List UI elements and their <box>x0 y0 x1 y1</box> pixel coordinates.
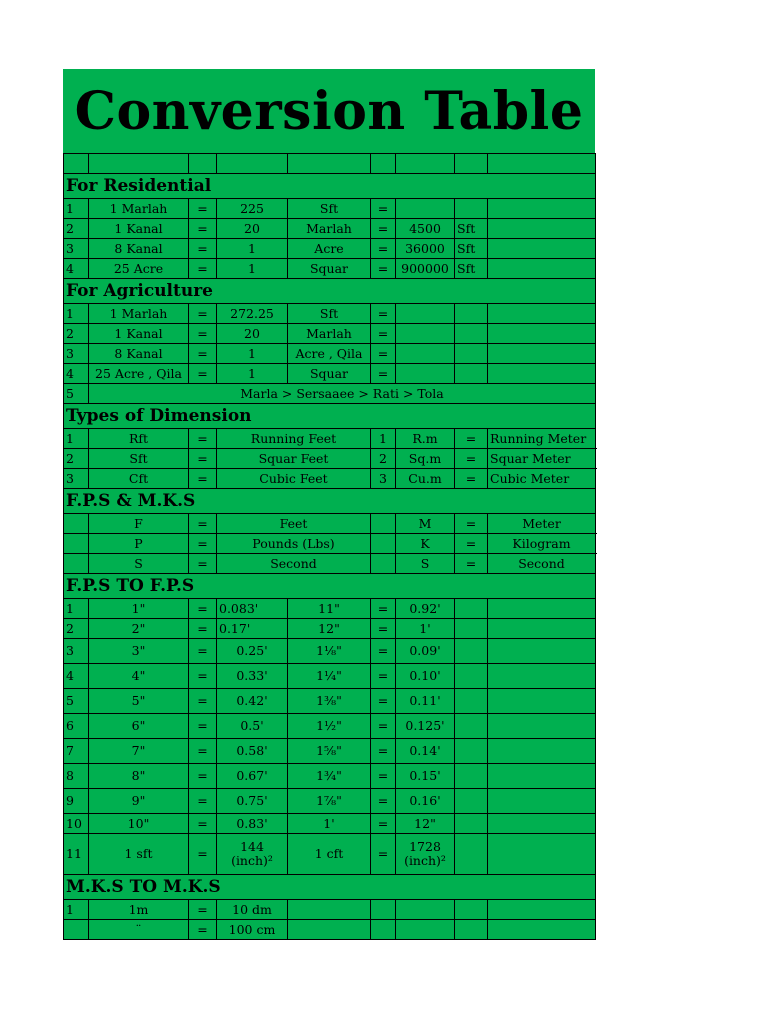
table-row <box>64 199 596 219</box>
table-cell: 20 <box>217 324 288 344</box>
conversion-sheet <box>63 69 595 940</box>
table-cell: 25 Acre , Qila <box>89 364 189 384</box>
table-row <box>64 429 596 449</box>
table-cell: 1 <box>217 239 288 259</box>
table-cell: 7" <box>89 739 189 764</box>
table-cell: Second <box>488 554 596 574</box>
table-cell: 4500 <box>396 219 455 239</box>
table-cell <box>455 739 488 764</box>
table-cell: 7 <box>64 739 89 764</box>
table-cell: Squar <box>288 364 371 384</box>
table-cell: 272.25 <box>217 304 288 324</box>
table-cell <box>288 920 371 940</box>
table-cell: 1 <box>371 429 396 449</box>
table-row <box>64 324 596 344</box>
table-cell: 0.083' <box>217 599 288 619</box>
table-cell: 3 <box>64 239 89 259</box>
table-cell: 6 <box>64 714 89 739</box>
row-number: 5 <box>64 384 89 404</box>
section-heading: F.P.S TO F.P.S <box>64 574 596 599</box>
table-cell <box>396 364 455 384</box>
table-cell: 1⅝" <box>288 739 371 764</box>
table-cell: 1 cft <box>288 834 371 875</box>
table-cell <box>488 304 596 324</box>
table-cell: = <box>371 764 396 789</box>
table-row <box>64 239 596 259</box>
table-cell: 1 <box>64 599 89 619</box>
table-cell: R.m <box>396 429 455 449</box>
table-cell <box>455 639 488 664</box>
table-cell: = <box>189 514 217 534</box>
table-cell: 1' <box>396 619 455 639</box>
table-cell: = <box>455 469 488 489</box>
title-box <box>63 69 595 153</box>
table-cell: 0.11' <box>396 689 455 714</box>
table-cell <box>396 900 455 920</box>
table-cell: 1728 (inch)² <box>396 834 455 875</box>
table-cell: 0.67' <box>217 764 288 789</box>
table-cell <box>455 814 488 834</box>
table-cell: 1 <box>64 900 89 920</box>
table-cell <box>371 920 396 940</box>
table-cell <box>488 599 596 619</box>
table-cell: Sft <box>288 199 371 219</box>
table-cell: = <box>189 199 217 219</box>
table-cell: 0.10' <box>396 664 455 689</box>
table-cell: = <box>189 469 217 489</box>
table-cell: = <box>189 619 217 639</box>
table-cell: 2 <box>64 219 89 239</box>
table-cell: 3 <box>371 469 396 489</box>
conversion-table <box>63 153 596 940</box>
table-cell <box>455 324 488 344</box>
empty-cell <box>455 154 488 174</box>
table-cell: = <box>371 639 396 664</box>
table-cell: = <box>371 259 396 279</box>
table-cell <box>396 199 455 219</box>
table-cell <box>488 199 596 219</box>
table-cell: = <box>189 324 217 344</box>
note-text: Marla > Sersaaee > Rati > Tola <box>89 384 596 404</box>
table-cell: 3 <box>64 639 89 664</box>
table-row <box>64 639 596 664</box>
table-cell: = <box>455 514 488 534</box>
section-heading-row <box>64 279 596 304</box>
table-cell: P <box>89 534 189 554</box>
table-cell <box>455 364 488 384</box>
table-cell: 1 Marlah <box>89 304 189 324</box>
table-cell: 2" <box>89 619 189 639</box>
table-cell <box>371 900 396 920</box>
table-cell: 1 sft <box>89 834 189 875</box>
table-cell: 0.5' <box>217 714 288 739</box>
table-cell: 0.09' <box>396 639 455 664</box>
table-cell: = <box>455 429 488 449</box>
table-cell <box>371 554 396 574</box>
table-cell <box>455 619 488 639</box>
table-cell <box>455 789 488 814</box>
table-cell: 2 <box>64 449 89 469</box>
table-row <box>64 764 596 789</box>
table-cell: 1 Kanal <box>89 324 189 344</box>
table-cell <box>488 689 596 714</box>
empty-cell <box>64 154 89 174</box>
table-cell <box>455 199 488 219</box>
section-heading: Types of Dimension <box>64 404 596 429</box>
table-row <box>64 364 596 384</box>
table-cell: Pounds (Lbs) <box>217 534 371 554</box>
table-cell: = <box>371 199 396 219</box>
empty-cell <box>371 154 396 174</box>
table-cell: Second <box>217 554 371 574</box>
table-cell <box>396 304 455 324</box>
table-cell <box>488 920 596 940</box>
empty-cell <box>396 154 455 174</box>
table-cell: 0.92' <box>396 599 455 619</box>
section-heading: For Agriculture <box>64 279 596 304</box>
table-cell <box>488 639 596 664</box>
table-cell <box>64 534 89 554</box>
table-cell: 0.15' <box>396 764 455 789</box>
table-cell: = <box>371 599 396 619</box>
table-cell <box>64 554 89 574</box>
table-cell: 225 <box>217 199 288 219</box>
table-cell: = <box>455 449 488 469</box>
table-cell <box>455 344 488 364</box>
table-cell: Acre <box>288 239 371 259</box>
table-cell: S <box>89 554 189 574</box>
table-cell: 0.75' <box>217 789 288 814</box>
table-cell: = <box>371 814 396 834</box>
table-cell: = <box>371 789 396 814</box>
table-cell: = <box>371 304 396 324</box>
table-row <box>64 920 596 940</box>
table-cell: Sft <box>455 219 488 239</box>
table-cell: 0.14' <box>396 739 455 764</box>
table-cell <box>488 900 596 920</box>
table-cell <box>488 789 596 814</box>
table-cell <box>488 344 596 364</box>
table-row <box>64 219 596 239</box>
table-cell: 0.16' <box>396 789 455 814</box>
table-cell: 900000 <box>396 259 455 279</box>
table-row <box>64 714 596 739</box>
table-cell: 1⅞" <box>288 789 371 814</box>
table-cell: Cu.m <box>396 469 455 489</box>
table-cell: = <box>189 664 217 689</box>
section-heading-row <box>64 489 596 514</box>
table-cell: = <box>189 344 217 364</box>
table-cell <box>488 664 596 689</box>
table-cell: = <box>455 554 488 574</box>
table-cell <box>455 920 488 940</box>
table-cell <box>455 900 488 920</box>
table-cell: Sft <box>288 304 371 324</box>
table-cell <box>488 239 596 259</box>
table-cell: 20 <box>217 219 288 239</box>
table-cell: 10 <box>64 814 89 834</box>
table-cell <box>455 764 488 789</box>
table-cell: 1¼" <box>288 664 371 689</box>
table-cell: = <box>189 739 217 764</box>
table-cell: Cft <box>89 469 189 489</box>
table-cell: = <box>189 259 217 279</box>
table-cell: 1⅛" <box>288 639 371 664</box>
table-cell: = <box>371 324 396 344</box>
table-row <box>64 900 596 920</box>
empty-cell <box>288 154 371 174</box>
table-cell: 1 <box>217 344 288 364</box>
table-cell: = <box>371 619 396 639</box>
table-cell: = <box>189 900 217 920</box>
table-cell: Kilogram <box>488 534 596 554</box>
table-cell: Running Feet <box>217 429 371 449</box>
empty-cell <box>217 154 288 174</box>
table-cell: S <box>396 554 455 574</box>
table-cell: 1⅜" <box>288 689 371 714</box>
table-cell: 1 <box>217 259 288 279</box>
table-cell: = <box>189 239 217 259</box>
table-cell: = <box>189 599 217 619</box>
table-row <box>64 344 596 364</box>
table-cell: 2 <box>64 619 89 639</box>
table-cell: 8 <box>64 764 89 789</box>
table-cell <box>64 920 89 940</box>
table-cell <box>288 900 371 920</box>
table-cell: = <box>189 689 217 714</box>
empty-cell <box>89 154 189 174</box>
page-title: Conversion Table <box>74 80 584 142</box>
table-cell: = <box>189 554 217 574</box>
table-cell <box>488 764 596 789</box>
section-heading-row <box>64 875 596 900</box>
table-cell: 4 <box>64 364 89 384</box>
table-cell: 0.58' <box>217 739 288 764</box>
table-cell: 0.42' <box>217 689 288 714</box>
table-cell: 9" <box>89 789 189 814</box>
table-row <box>64 554 596 574</box>
table-cell: 1 <box>64 199 89 219</box>
table-cell: = <box>371 344 396 364</box>
table-cell: 12" <box>396 814 455 834</box>
table-cell: = <box>371 664 396 689</box>
table-row <box>64 619 596 639</box>
table-cell <box>488 814 596 834</box>
table-cell: = <box>371 714 396 739</box>
table-cell: 4" <box>89 664 189 689</box>
table-cell: 1½" <box>288 714 371 739</box>
table-cell: 1¾" <box>288 764 371 789</box>
section-heading: For Residential <box>64 174 596 199</box>
table-cell: ¨ <box>89 920 189 940</box>
table-cell: = <box>189 920 217 940</box>
section-heading-row <box>64 404 596 429</box>
table-cell: = <box>371 834 396 875</box>
table-cell: Marlah <box>288 324 371 344</box>
table-cell: = <box>189 789 217 814</box>
table-cell <box>488 619 596 639</box>
table-cell <box>455 664 488 689</box>
table-cell: 1 <box>64 429 89 449</box>
table-row <box>64 689 596 714</box>
table-cell: Acre , Qila <box>288 344 371 364</box>
table-cell <box>396 920 455 940</box>
table-cell: = <box>189 639 217 664</box>
table-cell: 36000 <box>396 239 455 259</box>
table-cell: Sft <box>455 239 488 259</box>
table-cell: 11" <box>288 599 371 619</box>
table-cell: = <box>189 364 217 384</box>
table-row <box>64 514 596 534</box>
table-cell <box>455 599 488 619</box>
table-cell: 144 (inch)² <box>217 834 288 875</box>
table-cell: F <box>89 514 189 534</box>
table-cell: 25 Acre <box>89 259 189 279</box>
table-cell: 2 <box>371 449 396 469</box>
table-cell: 0.17' <box>217 619 288 639</box>
table-cell: = <box>371 739 396 764</box>
table-cell: Sft <box>89 449 189 469</box>
section-heading-row <box>64 574 596 599</box>
table-cell: K <box>396 534 455 554</box>
table-cell: = <box>189 714 217 739</box>
table-cell: Rft <box>89 429 189 449</box>
table-cell: 0.33' <box>217 664 288 689</box>
table-cell: = <box>189 219 217 239</box>
table-row <box>64 304 596 324</box>
table-cell: 4 <box>64 664 89 689</box>
table-cell: = <box>189 834 217 875</box>
table-cell <box>455 689 488 714</box>
table-row <box>64 664 596 689</box>
table-cell: 2 <box>64 324 89 344</box>
table-cell: 1 Marlah <box>89 199 189 219</box>
table-cell: Sq.m <box>396 449 455 469</box>
table-row <box>64 739 596 764</box>
table-cell: = <box>189 534 217 554</box>
table-cell: = <box>455 534 488 554</box>
table-cell: Squar <box>288 259 371 279</box>
table-row <box>64 534 596 554</box>
table-cell: 1' <box>288 814 371 834</box>
table-row <box>64 814 596 834</box>
table-cell: = <box>189 764 217 789</box>
table-cell: 0.83' <box>217 814 288 834</box>
table-cell: = <box>371 364 396 384</box>
note-row <box>64 384 596 404</box>
table-row <box>64 834 596 875</box>
table-cell: Feet <box>217 514 371 534</box>
table-cell <box>488 324 596 344</box>
section-heading: F.P.S & M.K.S <box>64 489 596 514</box>
table-cell: 12" <box>288 619 371 639</box>
table-cell: Squar Meter <box>488 449 596 469</box>
table-cell: 10" <box>89 814 189 834</box>
table-cell: = <box>189 429 217 449</box>
table-cell: = <box>189 304 217 324</box>
table-cell: 9 <box>64 789 89 814</box>
table-cell: Running Meter <box>488 429 596 449</box>
section-heading-row <box>64 174 596 199</box>
table-cell: Squar Feet <box>217 449 371 469</box>
table-cell: 1m <box>89 900 189 920</box>
section-heading: M.K.S TO M.K.S <box>64 875 596 900</box>
table-cell: 4 <box>64 259 89 279</box>
table-cell: Marlah <box>288 219 371 239</box>
table-cell: 8 Kanal <box>89 344 189 364</box>
table-cell: 0.125' <box>396 714 455 739</box>
table-cell: Cubic Feet <box>217 469 371 489</box>
table-row <box>64 259 596 279</box>
table-cell: M <box>396 514 455 534</box>
table-cell <box>396 344 455 364</box>
table-cell <box>396 324 455 344</box>
table-cell <box>455 304 488 324</box>
table-cell: Sft <box>455 259 488 279</box>
table-cell: 10 dm <box>217 900 288 920</box>
table-cell: 11 <box>64 834 89 875</box>
table-cell <box>488 259 596 279</box>
table-cell: 1 Kanal <box>89 219 189 239</box>
table-row <box>64 599 596 619</box>
table-row <box>64 789 596 814</box>
table-cell <box>64 514 89 534</box>
table-cell: = <box>371 689 396 714</box>
table-cell: Meter <box>488 514 596 534</box>
table-cell: 1" <box>89 599 189 619</box>
table-cell: = <box>189 449 217 469</box>
table-cell: 1 <box>217 364 288 384</box>
table-cell: 6" <box>89 714 189 739</box>
table-cell: 3 <box>64 344 89 364</box>
table-cell: Cubic Meter <box>488 469 596 489</box>
table-row <box>64 469 596 489</box>
table-cell <box>488 739 596 764</box>
table-cell <box>455 714 488 739</box>
table-cell <box>488 219 596 239</box>
blank-row <box>64 154 596 174</box>
table-cell: 8 Kanal <box>89 239 189 259</box>
table-cell: 0.25' <box>217 639 288 664</box>
empty-cell <box>488 154 596 174</box>
table-cell: 3 <box>64 469 89 489</box>
table-cell: 100 cm <box>217 920 288 940</box>
table-cell: 8" <box>89 764 189 789</box>
table-cell <box>488 834 596 875</box>
table-cell <box>371 514 396 534</box>
empty-cell <box>189 154 217 174</box>
table-row <box>64 449 596 469</box>
table-cell <box>371 534 396 554</box>
table-cell <box>488 714 596 739</box>
table-cell: = <box>371 239 396 259</box>
table-cell: 5" <box>89 689 189 714</box>
table-cell <box>488 364 596 384</box>
table-cell <box>455 834 488 875</box>
table-cell: 3" <box>89 639 189 664</box>
table-cell: 1 <box>64 304 89 324</box>
table-cell: = <box>189 814 217 834</box>
table-cell: 5 <box>64 689 89 714</box>
table-cell: = <box>371 219 396 239</box>
